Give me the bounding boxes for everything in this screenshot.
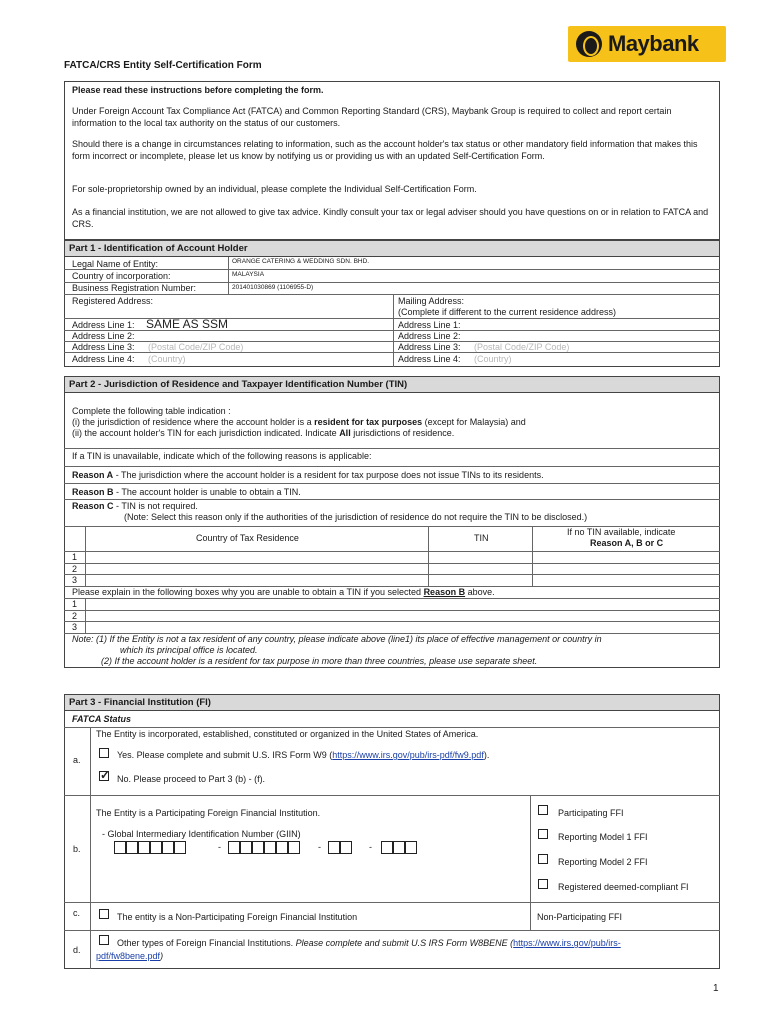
- row-c-text: The entity is a Non-Participating Foreign Financial Institution: [117, 912, 358, 922]
- part2-item-ii: (ii) the account holder's TIN for each jurisdiction indicated. Indicate All jurisdictions of residence.: [72, 428, 455, 438]
- col-tin-header: TIN: [474, 533, 489, 543]
- non-participating-checkbox[interactable]: [99, 909, 109, 919]
- reason-a: Reason A - The jurisdiction where the account holder is a resident for tax purpose does not issue TINs to its residents.: [72, 470, 544, 480]
- part2-title: Part 2 - Jurisdiction of Residence and Taxpayer Identification Number (TIN): [65, 377, 719, 393]
- row-d-text-2: pdf/fw8bene.pdf): [96, 951, 164, 961]
- mail-addr-line4-label: Address Line 4:: [398, 354, 461, 364]
- reg-addr-line4-label: Address Line 4:: [72, 354, 135, 364]
- country-label: Country of incorporation:: [72, 271, 171, 281]
- instructions-p4: As a financial institution, we are not allowed to give tax advice. Kindly consult your tax or legal adviser should you have questions on or in relation to FATCA and CRS.: [72, 207, 709, 229]
- page-number: 1: [713, 983, 719, 994]
- reg-addr-line3-hint[interactable]: (Postal Code/ZIP Code): [148, 342, 244, 352]
- tin-row-1-number: 1: [72, 552, 78, 562]
- part3-title: Part 3 - Financial Institution (FI): [65, 695, 719, 711]
- other-fi-checkbox[interactable]: [99, 935, 109, 945]
- brand-name: Maybank: [608, 31, 699, 56]
- mail-addr-line4-hint[interactable]: (Country): [474, 354, 512, 364]
- row-b-text: The Entity is a Participating Foreign Financial Institution.: [96, 808, 321, 818]
- brn-label: Business Registration Number:: [72, 283, 197, 293]
- row-a-text: The Entity is incorporated, established, constituted or organized in the United States of America.: [96, 729, 479, 739]
- registered-address-label: Registered Address:: [72, 296, 154, 306]
- mail-addr-line1-label: Address Line 1:: [398, 320, 461, 330]
- irs-w9-link[interactable]: https://www.irs.gov/pub/irs-pdf/fw9.pdf: [332, 750, 484, 760]
- row-c-label: c.: [73, 908, 81, 918]
- mailing-address-note: (Complete if different to the current residence address): [398, 307, 616, 317]
- row-b-label: b.: [73, 844, 81, 854]
- part2-note-1b: which its principal office is located.: [120, 645, 258, 655]
- irs-w8bene-link-2[interactable]: pdf/fw8bene.pdf: [96, 951, 161, 961]
- registered-deemed-compliant-checkbox[interactable]: [538, 879, 548, 889]
- part2-note-1: Note: (1) If the Entity is not a tax resident of any country, please indicate above (line1) its place of effective management or country in: [72, 634, 602, 644]
- instructions-p2: Should there is a change in circumstances relating to information, such as the account holder's tax status or other mandatory field information that makes this form incorrect or incomplete, please let us know by notifying us or providing us with an updated Self-Certification Form.: [72, 139, 698, 161]
- reg-addr-line3-label: Address Line 3:: [72, 342, 135, 352]
- reg-addr-line1-field[interactable]: SAME AS SSM: [146, 317, 229, 331]
- irs-w8bene-link-1[interactable]: https://www.irs.gov/pub/irs-: [513, 938, 621, 948]
- form-title: FATCA/CRS Entity Self-Certification Form: [64, 60, 262, 71]
- legal-name-label: Legal Name of Entity:: [72, 259, 159, 269]
- col-reason-header-2: Reason A, B or C: [590, 538, 664, 548]
- instructions-p3: For sole-proprietorship owned by an individual, please complete the Individual Self-Certification Form.: [72, 184, 477, 194]
- reason-c: Reason C - TIN is not required.: [72, 501, 198, 511]
- maybank-logo: [568, 26, 726, 62]
- tin-row-3-number: 3: [72, 575, 78, 585]
- explain-row-1-number: 1: [72, 599, 78, 609]
- reg-addr-line1-label: Address Line 1:: [72, 320, 135, 330]
- maybank-tiger-icon: [576, 31, 602, 57]
- no-us-entity-checkbox[interactable]: [99, 771, 109, 781]
- row-c-right-label: Non-Participating FFI: [537, 912, 623, 922]
- fatca-status-label: FATCA Status: [72, 714, 132, 724]
- mailing-address-label: Mailing Address:: [398, 296, 465, 306]
- yes-us-entity-text: Yes. Please complete and submit U.S. IRS Form W9 (https://www.irs.gov/pub/irs-pdf/fw9.pdf).: [117, 750, 490, 760]
- part1-title: Part 1 - Identification of Account Holder: [65, 241, 719, 257]
- reporting-model2-label: Reporting Model 2 FFI: [558, 857, 648, 867]
- brn-field[interactable]: 201401030869 (1106955-D): [232, 284, 314, 291]
- explain-reason-b: Please explain in the following boxes why you are unable to obtain a TIN if you selected Reason B above.: [72, 587, 495, 597]
- row-d-text: Other types of Foreign Financial Institutions. Please complete and submit U.S IRS Form W8BENE (https://www.irs.gov/pub/irs-: [117, 938, 621, 948]
- reg-addr-line4-hint[interactable]: (Country): [148, 354, 186, 364]
- tin-unavailable-note: If a TIN is unavailable, indicate which of the following reasons is applicable:: [72, 451, 372, 461]
- part2-intro: Complete the following table indication :: [72, 406, 231, 416]
- mail-addr-line3-hint[interactable]: (Postal Code/ZIP Code): [474, 342, 570, 352]
- tin-row-2-number: 2: [72, 564, 78, 574]
- mail-addr-line2-label: Address Line 2:: [398, 331, 461, 341]
- explain-row-2-number: 2: [72, 611, 78, 621]
- explain-row-3-number: 3: [72, 622, 78, 632]
- instructions-p1: Under Foreign Account Tax Compliance Act (FATCA) and Common Reporting Standard (CRS), Maybank Group is required to collect and report certain information to the local tax authority on the status of our customers.: [72, 106, 672, 128]
- participating-ffi-label: Participating FFI: [558, 808, 624, 818]
- row-d-label: d.: [73, 945, 81, 955]
- part2-note-2: (2) If the account holder is a resident for tax purpose in more than three countries, please use separate sheet.: [101, 656, 538, 666]
- reason-c-note: (Note: Select this reason only if the authorities of the jurisdiction of residence do not require the TIN to be disclosed.): [124, 512, 588, 522]
- col-reason-header-1: If no TIN available, indicate: [567, 527, 676, 537]
- legal-name-field[interactable]: ORANGE CATERING & WEDDING SDN. BHD.: [232, 258, 370, 265]
- reporting-model1-checkbox[interactable]: [538, 829, 548, 839]
- part2-item-i: (i) the jurisdiction of residence where the account holder is a resident for tax purposes (except for Malaysia) and: [72, 417, 526, 427]
- reporting-model2-checkbox[interactable]: [538, 854, 548, 864]
- country-field[interactable]: MALAYSIA: [232, 271, 265, 278]
- participating-ffi-checkbox[interactable]: [538, 805, 548, 815]
- reg-addr-line2-label: Address Line 2:: [72, 331, 135, 341]
- registered-deemed-compliant-label: Registered deemed-compliant FI: [558, 882, 689, 892]
- reason-b: Reason B - The account holder is unable to obtain a TIN.: [72, 487, 301, 497]
- mail-addr-line3-label: Address Line 3:: [398, 342, 461, 352]
- yes-us-entity-checkbox[interactable]: [99, 748, 109, 758]
- no-us-entity-text: No. Please proceed to Part 3 (b) - (f).: [117, 774, 266, 784]
- reporting-model1-label: Reporting Model 1 FFI: [558, 832, 648, 842]
- giin-label: - Global Intermediary Identification Number (GIIN): [102, 829, 301, 839]
- row-a-label: a.: [73, 755, 81, 765]
- col-country-header: Country of Tax Residence: [196, 533, 299, 543]
- instructions-heading: Please read these instructions before completing the form.: [72, 85, 324, 95]
